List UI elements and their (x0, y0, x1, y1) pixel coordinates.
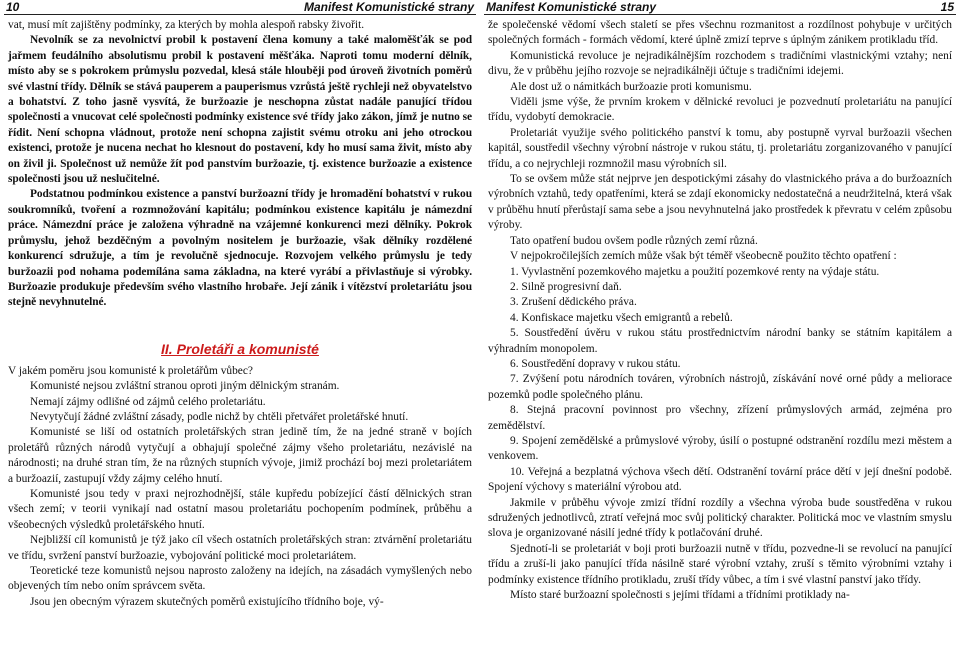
paragraph: že společenské vědomí všech staletí se přes všechnu rozmanitost a rozdílnost pohybuje v určitých společných formách - formách vědomí, které úplně zmizí teprve s úplným zánikem protikladu tříd. (488, 19, 952, 47)
paragraph: Místo staré buržoazní společnosti s jejími třídami a třídními protiklady na- (510, 589, 850, 602)
list-item: 8. Stejná pracovní povinnost pro všechny, zřízení průmyslových armád, zejména pro zemědělství. (488, 404, 952, 432)
paragraph: Podstatnou podmínkou existence a panství buržoazní třídy je hromadění bohatství v rukou soukromníků, tvoření a rozmnožování kapitálu; podmínkou existence kapitálu je námezdní práce. Námezdní práce je založena výhradně na vzájemné konkurenci mezi dělníky. Pokrok průmyslu, jehož bezděčným a povolným nositelem je buržoazie, však dělníky rozdělené konkurencí sdružuje, a tím je revolučně sjednocuje. Rozvojem velkého průmyslu je tedy buržoazii pod nohama podemílána sama základna, na které vyrábí a přivlastňuje si výrobky. Buržoazie produkuje především svého vlastního hrobaře. Její zánik i vítězství proletariátu jsou stejně nevyhnutelné. (8, 188, 472, 309)
right-page (484, 0, 956, 655)
left-page (4, 0, 476, 655)
paragraph: Proletariát využije svého politického panství k tomu, aby postupně vyrval buržoazii všechen kapitál, soustředil všechny výrobní nástroje v rukou státu, tj. proletariátu zorganizovaného v panující třídu, a co nejrychleji rozmnožil masu výrobních sil. (488, 126, 952, 170)
paragraph: Komunisté jsou tedy v praxi nejrozhodnější, stále kupředu pobízející částí dělnických stran všech zemí; v teorii vynikají nad ostatní masou proletariátu pochopením podmínek, průběhu a všeobecných výsledků proletářského hnutí. (8, 487, 472, 531)
running-title: Manifest Komunistické strany (486, 0, 657, 14)
list-item: 5. Soustředění úvěru v rukou státu prostřednictvím národní banky se státním kapitálem a výhradním monopolem. (488, 327, 952, 355)
paragraph: Komunistická revoluce je nejradikálnějším rozchodem s tradičními vlastnickými vztahy; není divu, že v průběhu jejího rozvoje se nejradikálněji účtuje s tradičními idejemi. (488, 49, 952, 78)
list-item: 1. Vyvlastnění pozemkového majetku a použití pozemkové renty na výdaje státu. (510, 265, 880, 278)
list-item: 6. Soustředění dopravy v rukou státu. (510, 357, 681, 370)
list-item: 2. Silně progresivní daň. (510, 280, 622, 293)
paragraph: Sjednotí-li se proletariát v boji proti buržoazii nutně v třídu, pozvedne-li se revolucí na panující třídu a zruší-li jako panující třída násilně staré výrobní vztahy, zruší s těmito výrobními vztahy i podmínky existence třídního protikladu, zruší třídy vůbec, a tím i své vlastní panství jako třídy. (488, 542, 952, 586)
paragraph: Komunisté se liší od ostatních proletářských stran jedině tím, že na jedné straně v bojích proletářů různých národů vytyčují a obhajují společné zájmy všeho proletariátu, nezávislé na národnosti; na druhé stran tím, že na různých stupních vývoje, jimiž prochází boj mezi proletariátem a buržoazií, zastupují vždy zájmy celého hnutí. (8, 426, 472, 485)
paragraph: Nevolník se za nevolnictví probil k postavení člena komuny a také maloměšťák se pod jařmem feudálního absolutismu probil k postavení měšťáka. Naproti tomu moderní dělník, místo aby se s pokrokem průmyslu pozvedal, klesá stále hlouběji pod úroveň životních poměrů své vlastní třídy. Dělník se stává pauperem a pauperismus vzrůstá ještě rychleji než obyvatelstvo a bohatství. Z toho jasně vysvítá, že buržoazie je neschopna zůstat nadále panující třídou společnosti a vnucovat celé společnosti podmínky existence své třídy jako zákon, jímž je nutno se řídit. Není schopna vládnout, protože není schopna zajistit svému otroku ani jeho otrockou existenci, protože je nucena nechat ho klesnout do postavení, kdy ho musí sama živit, místo aby on živil ji. Společnost už nemůže žít pod panstvím buržoazie, tj. existence buržoazie a existence společnosti jsou už neslučitelné. (8, 34, 472, 186)
section-title: II. Proletáři a komunisté (161, 340, 319, 357)
running-title: Manifest Komunistické strany (303, 0, 474, 14)
paragraph: Jakmile v průběhu vývoje zmizí třídní rozdíly a všechna výroba bude soustředěna v rukou sdružených jednotlivců, ztratí veřejná moc svůj politický charakter. Politická moc ve vlastním smyslu slova je organizované násilí jedné třídy k potlačování druhé. (488, 496, 952, 540)
page-header-left (4, 0, 476, 15)
list-item: 10. Veřejná a bezplatná výchova všech dětí. Odstranění tovární práce dětí v její dnešní podobě. Spojení výchovy s materiální výrobou atd. (488, 465, 952, 494)
paragraph: To se ovšem může stát nejprve jen despotickými zásahy do vlastnického práva a do buržoazních výrobních vztahů, tedy opatřeními, která se zdají ekonomicky nedostatečná a neudržitelná, která však v průběhu hnutí přerůstají sama sebe a jsou nevyhnutelná jako prostředek k převratu v celém způsobu výroby. (488, 173, 952, 232)
paragraph: Nevytyčují žádné zvláštní zásady, podle nichž by chtěli přetvářet proletářské hnutí. (30, 410, 409, 423)
paragraph: Jsou jen obecným výrazem skutečných poměrů existujícího třídního boje, vý- (30, 595, 384, 608)
left-page-body (4, 15, 476, 610)
right-page-body (484, 15, 956, 603)
page-number: 10 (6, 0, 20, 14)
paragraph: V jakém poměru jsou komunisté k proletářům vůbec? (8, 364, 253, 377)
paragraph: Komunisté nejsou zvláštní stranou oproti jiným dělnickým stranám. (30, 380, 340, 393)
paragraph: V nejpokročilejších zemích může však být téměř všeobecně použito těchto opatření : (510, 250, 897, 263)
list-item: 3. Zrušení dědického práva. (510, 296, 637, 309)
page-number: 15 (940, 0, 954, 14)
paragraph: Nejbližší cíl komunistů je týž jako cíl všech ostatních proletářských stran: ztvárnění proletariátu ve třídu, svržení panství buržoazie, vybojování politické moci proletariátem. (8, 534, 472, 562)
list-item: 4. Konfiskace majetku všech emigrantů a rebelů. (510, 311, 733, 324)
page-header-right (484, 0, 956, 15)
list-item: 9. Spojení zemědělské a průmyslové výroby, úsilí o postupné odstranění rozdílu mezi městem a venkovem. (488, 434, 952, 463)
paragraph: Tato opatření budou ovšem podle různých zemí různá. (510, 234, 758, 247)
paragraph: vat, musí mít zajištěny podmínky, za kterých by mohla alespoň rabsky živořit. (8, 19, 365, 31)
list-item: 7. Zvýšení potu národních továren, výrobních nástrojů, získávání nové orné půdy a meliorace pozemků podle společného plánu. (488, 373, 952, 401)
paragraph: Nemají zájmy odlišné od zájmů celého proletariátu. (30, 395, 266, 408)
paragraph: Teoretické teze komunistů nejsou naprosto založeny na idejích, na zásadách vymyšlených nebo objevených tím nebo oním správcem světa. (8, 565, 472, 593)
paragraph: Ale dost už o námitkách buržoazie proti komunismu. (510, 80, 752, 93)
paragraph: Viděli jsme výše, že prvním krokem v dělnické revoluci je pozvednutí proletariátu na panující třídu, vydobytí demokracie. (488, 96, 952, 124)
